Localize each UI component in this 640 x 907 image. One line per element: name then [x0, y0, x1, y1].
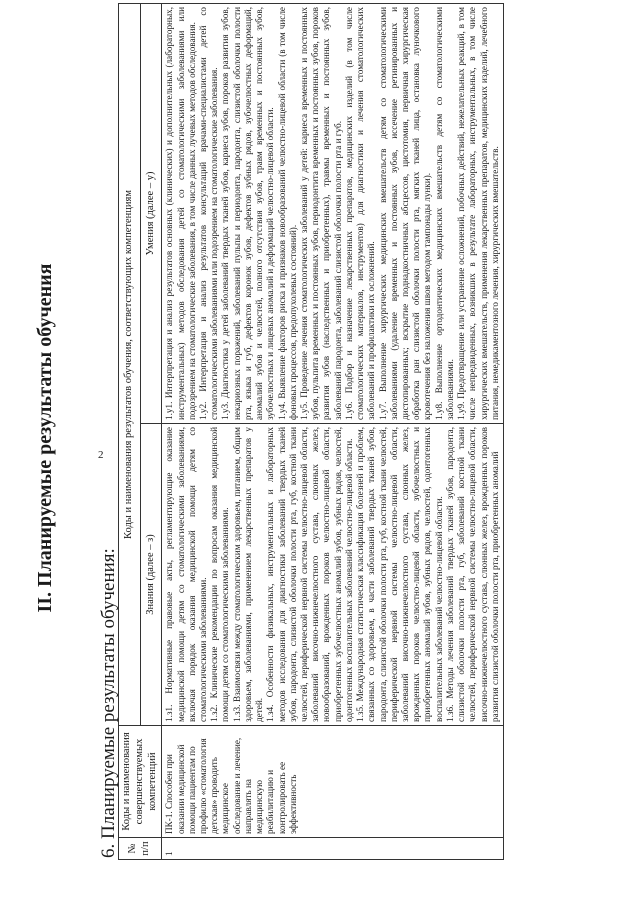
competence-cell: ПК-1. Способен при оказании медицинской помощи пациентам по профилю «стоматология детская» проводить медицинское обследование и лечение, направлять на медицинскую реабилитацию и контролировать ее эффективность [162, 726, 504, 838]
knowledge-item: 1.з5. Международная статистическая классификация болезней и проблем, связанных со здоровьем, в части заболеваний твердых тканей зубов, пародонта, слизистой оболочки полости рта, губ, костной ткани челюстей, периферической нервной системы челюстно-лицевой области, заболеваний височно-нижнечелюстного сустава, слюнных желез, врожденных пороков челюстно-лицевой области, зубочелюстных и приобретенных аномалий зубов, зубных рядов, челюстей, одонтогенных воспалительных заболеваний челюстно-лицевой области. [355, 427, 444, 722]
row-number: 1 [162, 838, 504, 860]
knowledge-item: 1.з3. Взаимосвязи между стоматологическим здоровьем, питанием, общим здоровьем, заболеваниями, применением лекарственных препаратов у детей. [231, 427, 265, 722]
knowledge-cell [162, 424, 504, 726]
knowledge-item: 1.з6. Методы лечения заболеваний твердых тканей зубов, пародонта, слизистой оболочки полости рта, губ, заболеваний костной ткани челюстей, периферической нервной системы челюстно-лицевой области, височно-нижнечелюстного сустава, слюнных желез, врожденных пороков развития слизистой оболочки полости рта, приобретенных аномалий [444, 427, 500, 722]
skill-item: 1.у2. Интерпретация и анализ результатов консультаций врачами-специалистами детей со стоматологическими заболеваниями или подозрением на стоматологические заболевания. [198, 6, 220, 420]
page-number: 2 [98, 449, 104, 461]
skill-item: 1.у1. Интерпретация и анализ результатов основных (клинических) и дополнительных (лабораторных, инструментальных) методов обследования детей со стоматологическими заболеваниями или подозрением на стоматологические заболевания, в том числе данных лучевых методов обследования. [164, 6, 197, 420]
header-skills: Умения (далее – у) [140, 3, 162, 423]
header-num: № п/п [119, 838, 162, 860]
learning-results-table [118, 3, 504, 860]
knowledge-item: 1.з4. Особенности физикальных, инструментальных и лабораторных методов исследования для диагностики заболеваний твердых тканей зубов, пародонта, слизистой оболочки полости рта, губ, костной ткани челюстей, периферической нервной системы челюстно-лицевой области, заболеваний височно-нижнечелюстного сустава, слюнных желез, новообразований, врожденных пороков челюстно-лицевой области, приобретенных зубочелюстных аномалий зубов, зубных рядов, челюстей, одонтогенных воспалительных заболеваний челюстно-лицевой области. [265, 427, 354, 722]
header-results-group: Коды и наименования результатов обучения, соответствующих компетенциям [119, 3, 141, 725]
table-header-row [119, 3, 141, 859]
rotated-page-content [18, 7, 618, 888]
header-competence: Коды и наименования совершенствуемых компетенций [119, 726, 162, 838]
skill-item: 1.у4. Выявление факторов риска и признаков новообразований челюстно-лицевой области (в том числе фоновых процессов, предопухолевых состояний). [276, 6, 298, 420]
skill-item: 1.у8. Выполнение ортодонтических медицинских вмешательств детям со стоматологическими заболеваниями. [433, 6, 455, 420]
subsection-title: 6. Планируемые результаты обучения: [98, 548, 119, 858]
skill-item: 1.у9. Предотвращение или устранение осложнений, побочных действий, нежелательных реакций, в том числе непредвиденных, возникших в результате лабораторных, инструментальных, в том числе хирургических вмешательств, применения лекарственных препаратов, медицинских изделий, лечебного питания, немедикаментозного лечения, хирургических вмешательств. [456, 6, 500, 420]
knowledge-item: 1.з1. Нормативные правовые акты, регламентирующие оказание медицинской помощи детям со стоматологическими заболеваниями, включая порядок оказания медицинской помощи детям со стоматологическими заболеваниями. [164, 427, 209, 722]
skill-item: 1.у7. Выполнение хирургических медицинских вмешательств детям со стоматологическими заболеваниями (удаление временных и постоянных зубов, иссечение ретинированных и дистопированных; вскрытие поднадкостничных абсцессов, цистотомия, первичная хирургическая обработка ран слизистой оболочки полости рта, мягких тканей лица, остановка луночкового кровотечения без наложения швов методом тампонады лунки). [377, 6, 433, 420]
skill-item: 1.у3. Диагностика у детей заболеваний твердых тканей зубов, кариеса зубов, пороков развития зубов, некариозных поражений, заболеваний пульпы и периодонта, пародонта, слизистой оболочки полости рта, языка и губ, дефектов коронок зубов, дефектов зубных рядов, зубочелюстных деформаций, аномалий зубов и челюстей, полного отсутствия зубов, травм временных и постоянных зубов, зубочелюстных и лицевых аномалий и деформаций челюстно-лицевой области. [220, 6, 276, 420]
skills-cell [162, 3, 504, 423]
table-row [162, 3, 504, 859]
section-title: II. Планируемые результаты обучения [34, 263, 56, 613]
knowledge-item: 1.з2. Клинические рекомендации по вопросам оказания медицинской помощи детям со стоматологическими заболеваниями. [209, 427, 231, 722]
skill-item: 1.у6. Подбор и назначение лекарственных препаратов, медицинских изделий (в том числе стоматологических материалов, инструментов) для диагностики и лечения стоматологических заболеваний и профилактики их осложнений. [343, 6, 377, 420]
skill-item: 1.у5. Проведение лечения стоматологических заболеваний у детей: кариеса временных и постоянных зубов, пульпита временных и постоянных зубов, периодонтита временных и постоянных зубов, пороков развития зубов (наследственных и приобретенных), травмы временных и постоянных зубов, заболеваний пародонта, заболеваний слизистой оболочки полости рта и губ. [299, 6, 343, 420]
header-knowledge: Знания (далее – з) [140, 424, 162, 726]
